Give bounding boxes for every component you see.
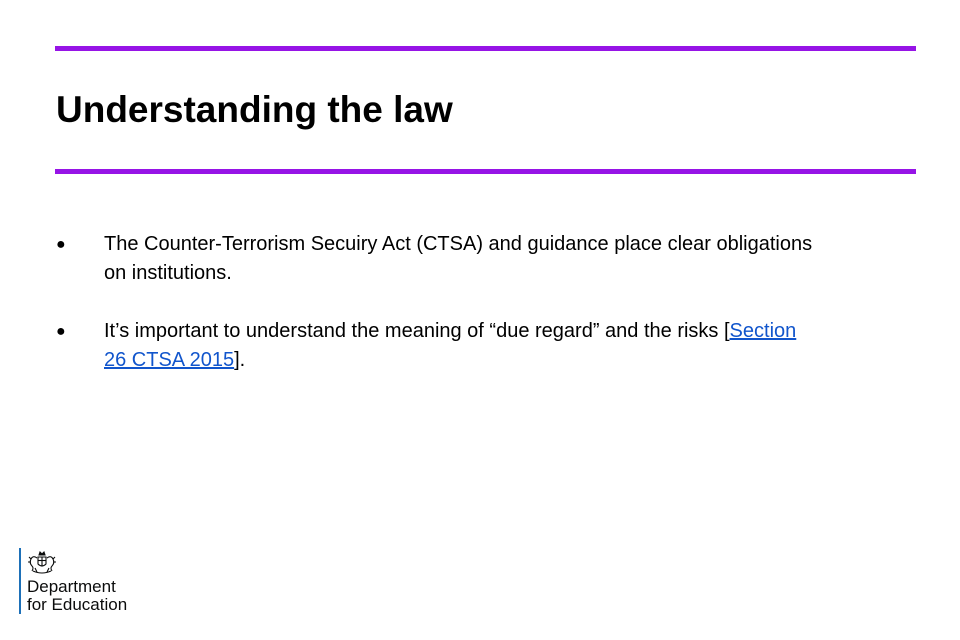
bullet-item-due-regard — [56, 317, 816, 375]
bullet-text-before-link: It’s important to understand the meaning of “due regard” and the risks [ — [104, 320, 730, 342]
bullet-dot-icon: ● — [56, 323, 66, 340]
bullet-item-ctsa-obligations — [56, 230, 816, 288]
org-name-line2: for Education — [27, 595, 128, 614]
bullet-text: The Counter-Terrorism Secuiry Act (CTSA) and guidance place clear obligations on institutions. — [104, 233, 813, 284]
top-divider — [55, 46, 916, 51]
bullet-text-after-link: ]. — [234, 349, 246, 371]
section-26-ctsa-link[interactable]: Section 26 CTSA 2015 — [104, 320, 797, 371]
bullet-list — [56, 230, 816, 404]
slide-title: Understanding the law — [56, 89, 453, 130]
org-name — [27, 578, 127, 614]
royal-coat-of-arms-icon — [27, 549, 57, 575]
logo-accent-bar — [19, 548, 21, 614]
dfe-logo — [19, 548, 149, 614]
org-name-line1: Department — [27, 577, 116, 596]
bullet-dot-icon: ● — [56, 236, 66, 253]
title-underline-divider — [55, 169, 916, 174]
